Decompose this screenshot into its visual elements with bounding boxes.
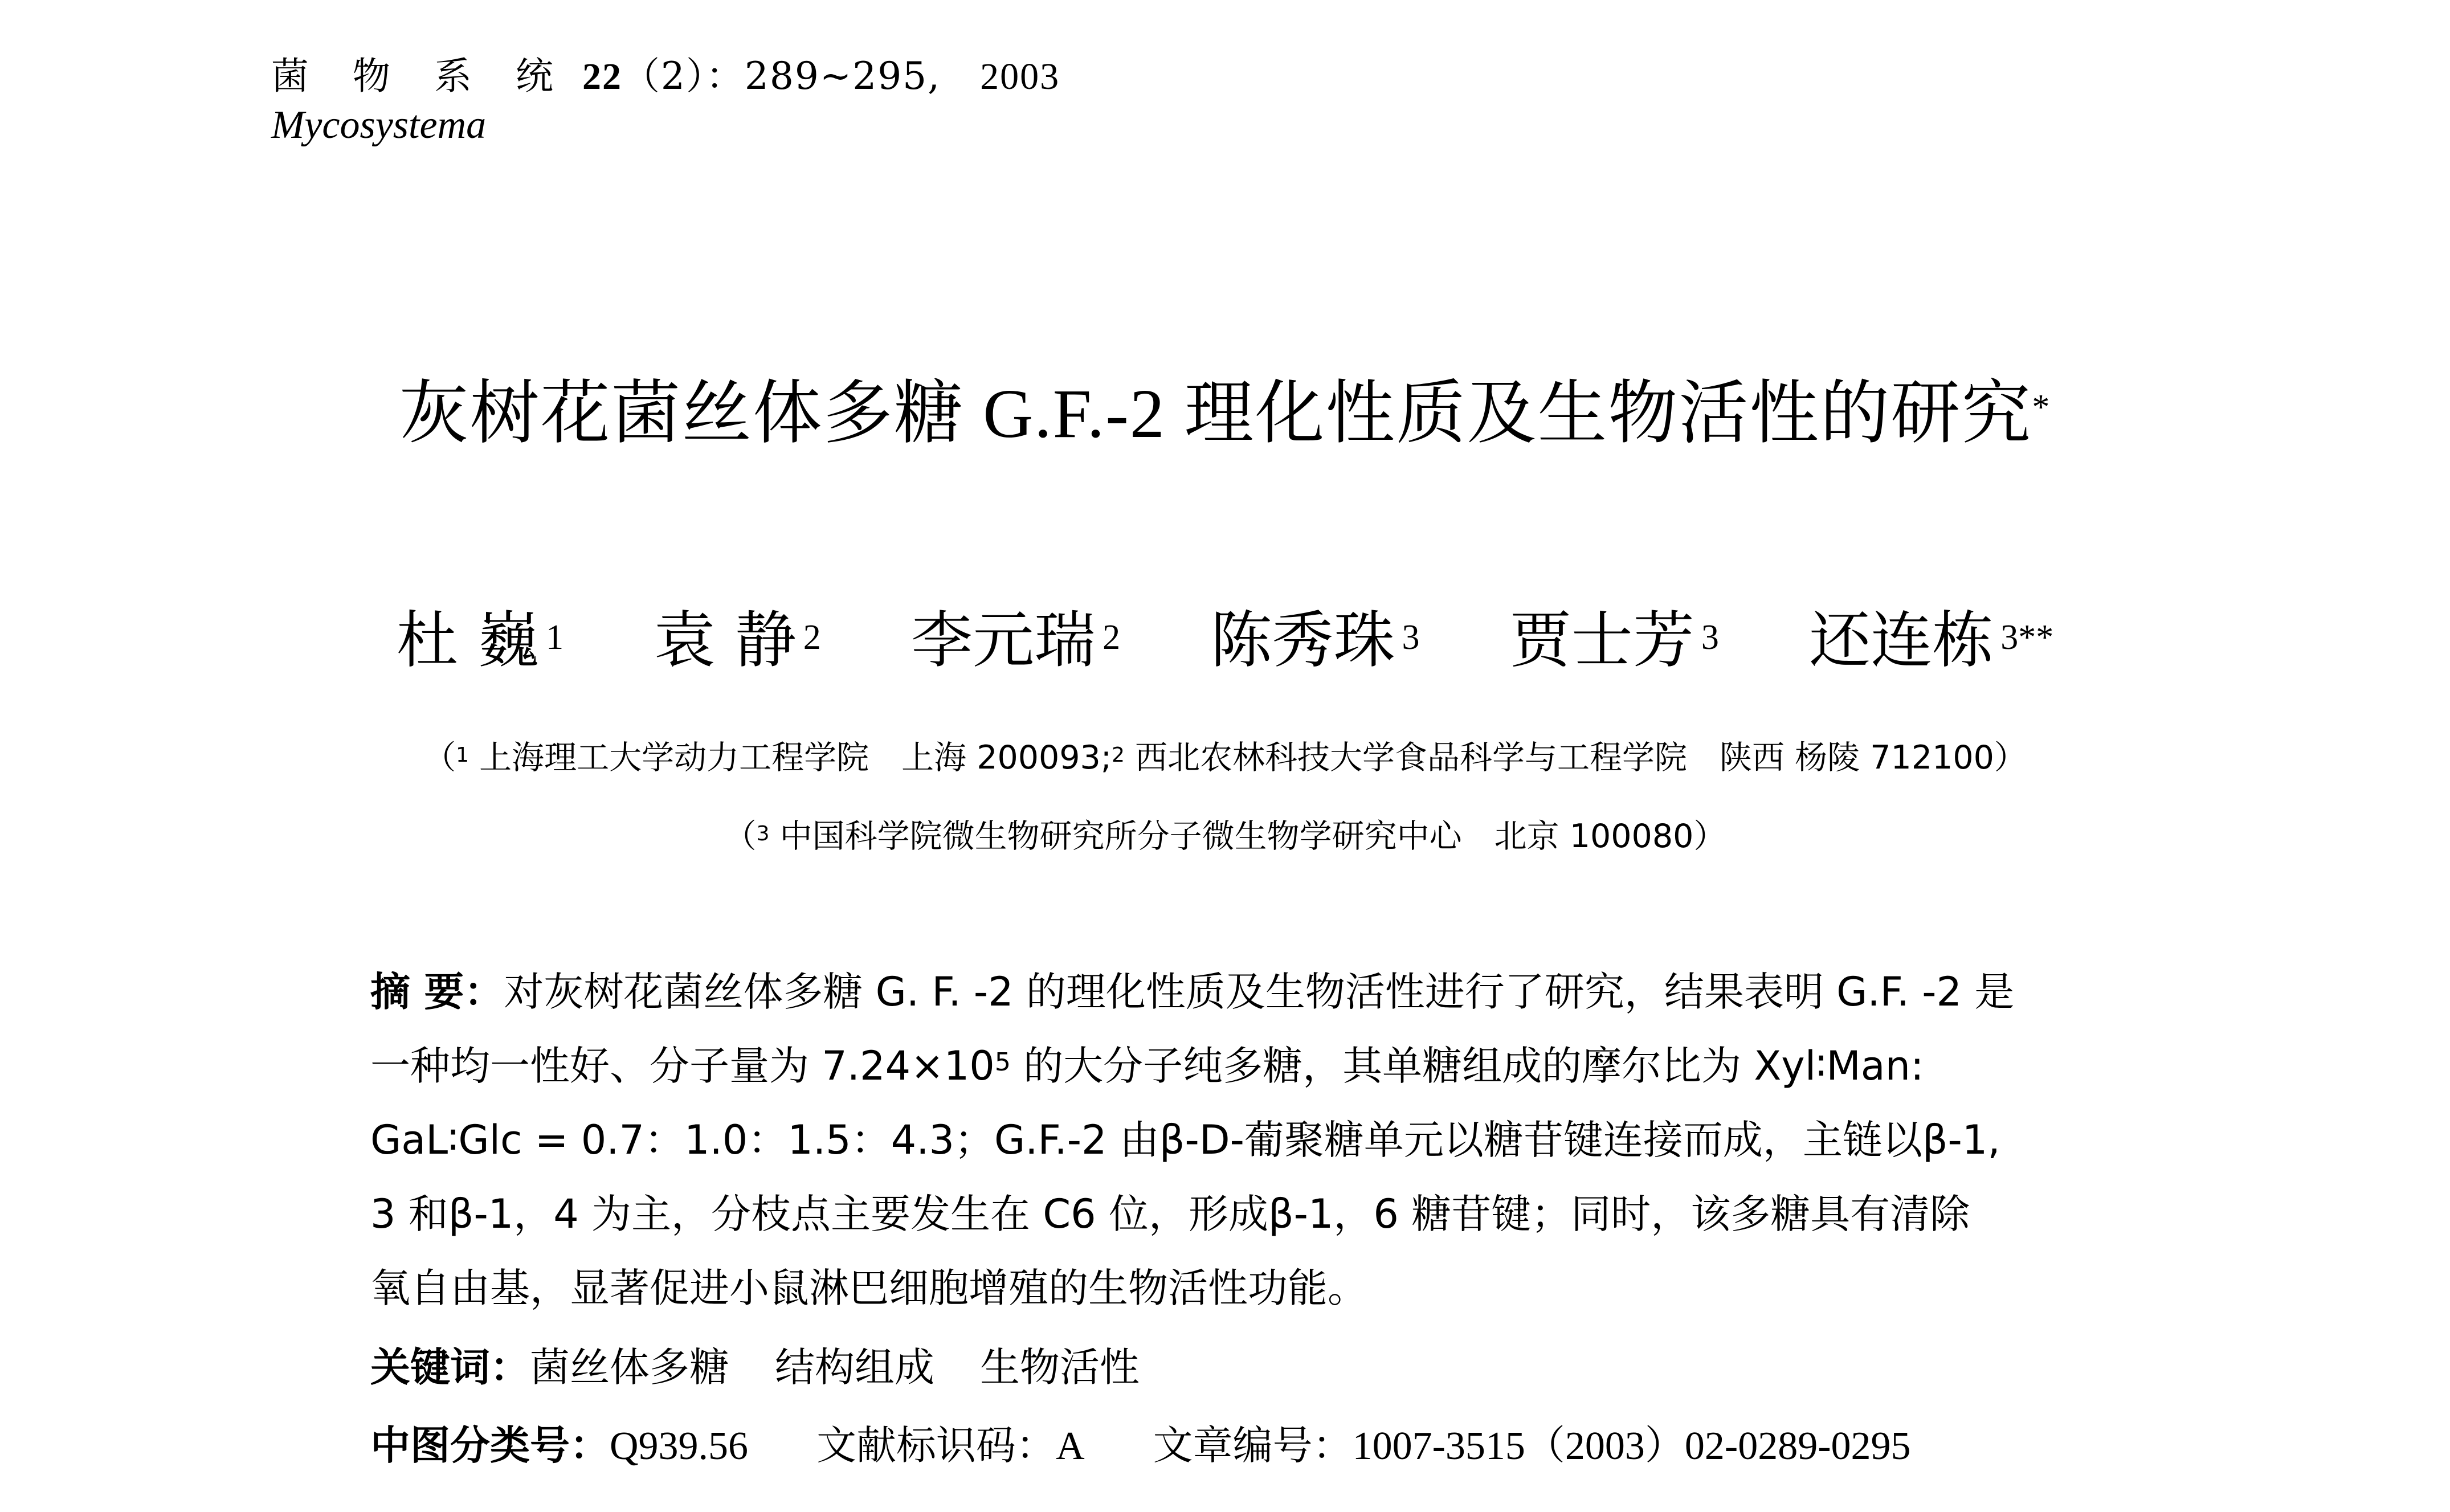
title-part2: 理化性质及生物活性的研究 [1184, 373, 2032, 453]
abstract [370, 955, 2120, 1325]
author-affiliation-mark: 3 [1402, 618, 1420, 657]
journal-volume: 22 [582, 56, 622, 97]
affiliation-text: 上海理工大学动力工程学院 上海 200093; [469, 739, 1112, 777]
journal-issue-pages: （2）：289~295, [622, 54, 941, 98]
affiliation-line-2: （$^3$ 中国科学院微生物研究所分子微生物学研究中心 北京 100080） [724, 818, 1726, 855]
title-part1: 灰树花菌丝体多糖 [399, 373, 965, 453]
journal-citation [271, 52, 1060, 101]
abstract-line: 氧自由基，显著促进小鼠淋巴细胞增殖的生物活性功能。 [370, 1265, 1367, 1311]
author-name: 杜 巍 [396, 605, 540, 676]
author-name: 还连栋 [1809, 605, 1994, 676]
author-affiliation-mark: 3** [2000, 618, 2054, 657]
author-name: 陈秀珠 [1210, 605, 1395, 676]
abstract-text: 一种均一性好、分子量为 7.24×10 [370, 1043, 995, 1089]
author-affiliation-mark: 1 [546, 618, 564, 657]
abstract-text: 的大分子纯多糖，其单糖组成的摩尔比为 Xyl∶Man: [1010, 1043, 1924, 1089]
article-number-value: 1007-3515（2003）02-0289-0295 [1352, 1424, 1911, 1468]
clc-value: Q939.56 [610, 1424, 749, 1468]
abstract-line: GaL∶Glc = 0.7：1.0：1.5：4.3；G.F.-2 由β-D-葡聚糖单元以糖苷键连接而成，主链以β-1, [370, 1117, 2000, 1163]
clc-label: 中图分类号： [370, 1422, 610, 1469]
abstract-line [370, 1029, 2120, 1103]
keyword: 生物活性 [980, 1344, 1140, 1391]
abstract-line [370, 955, 2120, 1029]
author [911, 605, 1120, 676]
keywords [370, 1339, 1185, 1396]
author-name: 贾士芳 [1509, 605, 1694, 676]
keyword: 结构组成 [775, 1344, 934, 1391]
author-affiliation-mark: 2 [803, 618, 821, 657]
author [1211, 605, 1420, 676]
journal-name-en: Mycosystema [271, 103, 487, 147]
affiliation-text: 西北农林科技大学食品科学与工程学院 陕西 杨陵 712100） [1124, 739, 2027, 777]
title-code: G.F.-2 [964, 375, 1185, 452]
affiliation-line-1: （$^1$ 上海理工大学动力工程学院 上海 200093;$^2$ 西北农林科技大学食品科学与工程学院 陕西 杨陵 712100） [423, 739, 2027, 777]
abstract-exponent: 5 [994, 1048, 1011, 1077]
author [1510, 605, 1719, 676]
title-footnote-mark: * [2032, 388, 2051, 427]
affiliation-mark: 3 [756, 822, 770, 845]
abstract-text: 对灰树花菌丝体多糖 G. F. -2 的理化性质及生物活性进行了研究，结果表明 G.F. -2 是 [504, 969, 2015, 1015]
abstract-label: 摘 要： [370, 969, 504, 1015]
author-affiliation-mark: 3 [1701, 618, 1719, 657]
affiliation-mark: 2 [1112, 743, 1125, 767]
keywords-label: 关键词： [370, 1344, 530, 1391]
abstract-line: 3 和β-1，4 为主，分枝点主要发生在 C6 位，形成β-1，6 糖苷键；同时，该多糖具有清除 [370, 1191, 1970, 1237]
classification-line [370, 1417, 1911, 1475]
paper-title [0, 370, 2450, 457]
journal-name: 菌 物 系 统 [271, 54, 569, 98]
author [397, 605, 564, 676]
author-name: 袁 静 [654, 605, 797, 676]
affiliation-text: 中国科学院微生物研究所分子微生物学研究中心 北京 100080） [769, 818, 1726, 855]
author-name: 李元瑞 [911, 605, 1096, 676]
author-list [0, 601, 2450, 681]
author-affiliation-mark: 2 [1102, 618, 1121, 657]
author [1809, 605, 2053, 676]
journal-year: 2003 [980, 56, 1060, 97]
doc-code-label: 文献标识码： [816, 1422, 1056, 1469]
doc-code-value: A [1056, 1424, 1085, 1468]
article-number-label: 文章编号： [1153, 1422, 1353, 1469]
keyword: 菌丝体多糖 [530, 1344, 729, 1391]
affiliation-mark: 1 [456, 743, 469, 767]
author [654, 605, 820, 676]
